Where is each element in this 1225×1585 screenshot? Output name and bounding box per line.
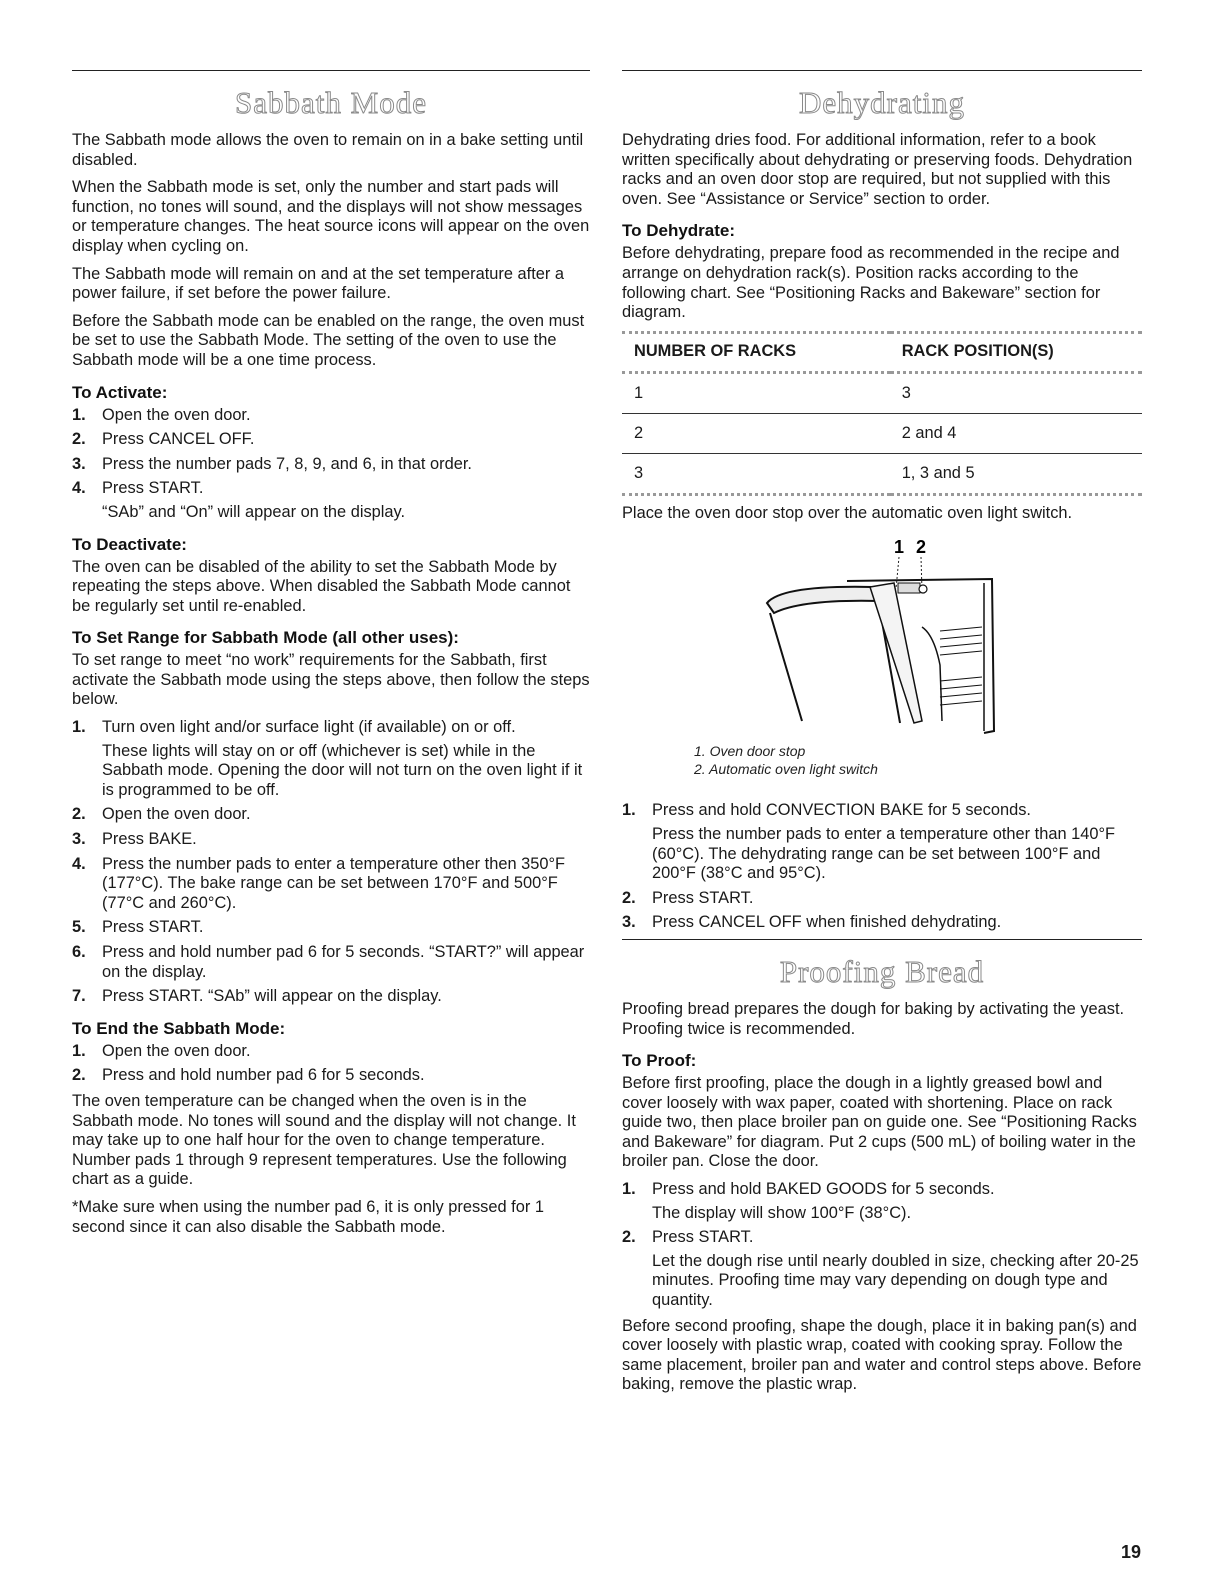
table-cell: 1 — [622, 372, 890, 413]
list-item: 3. Press BAKE. — [72, 830, 197, 849]
dehydrating-intro: Dehydrating dries food. For additional information, refer to a book written specifically about dehydrating or preserving foods. Dehydration racks and an oven door stop are required, but not supplied with this oven. See “Assistance or Service” section to order. — [622, 131, 1133, 208]
activate-steps — [72, 406, 590, 523]
callout-1: 1 — [894, 537, 905, 558]
end-heading: To End the Sabbath Mode: — [72, 1018, 286, 1038]
table-row — [622, 413, 1142, 453]
set-range-heading: To Set Range for Sabbath Mode (all other uses): — [72, 628, 459, 648]
list-item: 1. Press and hold CONVECTION BAKE for 5 seconds. Press the number pads to enter a temperature other than 140°F (60°C). The dehydrating range can be set between 100°F and 200°F (38°C and 95°C). — [622, 801, 1116, 883]
end-steps — [72, 1042, 590, 1086]
list-item: 4. Press the number pads to enter a temperature other then 350°F (177°C). The bake range can be set between 170°F and 500°F (77°C and 260°C). — [72, 854, 566, 912]
list-item: 5. Press START. — [72, 918, 204, 937]
table-row — [622, 453, 1142, 494]
table-header-positions: RACK POSITION(S) — [890, 332, 1142, 372]
proof-before: Before first proofing, place the dough in a lightly greased bowl and cover loosely with wax paper, coated with shortening. Place on rack guide two, then place broiler pan on guide one. See “Positioning Racks and Bakeware” for diagram. Put 2 cups (500 mL) of boiling water in the broiler pan. Close the door. — [622, 1074, 1137, 1171]
list-item: 1. Open the oven door. — [72, 1041, 251, 1060]
dehydrating-title: Dehydrating — [799, 85, 965, 120]
sabbath-intro-2: When the Sabbath mode is set, only the number and start pads will function, no tones will sound, and the displays will not show messages or temperature changes. The heat source icons will appear on the oven display when cycling on. — [72, 178, 590, 255]
right-column — [622, 70, 1142, 1403]
set-range-text: To set range to meet “no work” requirements for the Sabbath, first activate the Sabbath mode using the steps above, then follow the steps below. — [72, 651, 590, 709]
place-text: Place the oven door stop over the automatic oven light switch. — [622, 503, 1073, 522]
proof-heading: To Proof: — [622, 1051, 697, 1071]
list-item: 7. Press START. “SAb” will appear on the display. — [72, 987, 442, 1006]
deactivate-text: The oven can be disabled of the ability to set the Sabbath Mode by repeating the steps above. When disabled the Sabbath Mode cannot be regularly set until re-enabled. — [72, 557, 571, 615]
table-cell: 2 — [622, 413, 890, 453]
end-note: *Make sure when using the number pad 6, it is only pressed for 1 second since it can also disable the Sabbath mode. — [72, 1197, 544, 1236]
sabbath-intro-4: Before the Sabbath mode can be enabled on the range, the oven must be set to use the Sabbath Mode. The setting of the oven to use the Sabbath mode will be a one time process. — [72, 311, 585, 369]
section-rule — [72, 70, 590, 71]
end-text: The oven temperature can be changed when the oven is in the Sabbath mode. No tones will sound and the display will not change. It may take up to one half hour for the oven to change temperature. Number pads 1 through 9 represent temperatures. Use the following chart as a guide. — [72, 1091, 576, 1189]
page-number: 19 — [1120, 1542, 1141, 1562]
callout-2: 2 — [916, 537, 927, 558]
proofing-intro: Proofing bread prepares the dough for baking by activating the yeast. Proofing twice is recommended. — [622, 999, 1125, 1038]
table-cell: 3 — [622, 453, 890, 494]
section-rule — [622, 70, 1142, 71]
sabbath-title: Sabbath Mode — [235, 85, 427, 120]
list-item: 2. Press and hold number pad 6 for 5 seconds. — [72, 1066, 425, 1085]
list-item: 4. Press START. “SAb” and “On” will appear on the display. — [72, 479, 406, 521]
proofing-title: Proofing Bread — [779, 953, 985, 989]
list-item: 2. Press CANCEL OFF. — [72, 430, 255, 449]
figure-caption-2: 2. Automatic oven light switch — [694, 761, 878, 778]
set-range-steps — [72, 718, 590, 1007]
list-item: 3. Press the number pads 7, 8, 9, and 6, in that order. — [72, 454, 472, 473]
section-rule — [622, 939, 1142, 940]
dehydrate-before: Before dehydrating, prepare food as recommended in the recipe and arrange on dehydration rack(s). Position racks according to the following chart. See “Positioning Racks and Bakeware” section for diagram. — [622, 244, 1120, 322]
left-column — [72, 70, 590, 1245]
table-cell: 2 and 4 — [890, 413, 1142, 453]
sabbath-intro-1: The Sabbath mode allows the oven to remain on in a bake setting until disabled. — [72, 131, 584, 169]
list-item: 2. Open the oven door. — [72, 805, 251, 824]
list-item: 6. Press and hold number pad 6 for 5 seconds. “START?” will appear on the display. — [72, 943, 585, 981]
dehydrate-steps — [622, 801, 1142, 933]
figure-caption-1: 1. Oven door stop — [694, 743, 806, 760]
oven-door-figure — [622, 531, 1142, 793]
list-item: 2. Press START. — [622, 888, 754, 907]
rack-position-table — [622, 331, 1142, 496]
table-row — [622, 372, 1142, 413]
list-item: 1. Turn oven light and/or surface light (if available) on or off. These lights will stay on or off (whichever is set) while in the Sabbath mode. Opening the door will not turn on the oven light if it is programmed to be off. — [72, 718, 583, 799]
list-item: 2. Press START. Let the dough rise until nearly doubled in size, checking after 20-25 minutes. Proofing time may vary depending on dough type and quantity. — [622, 1228, 1139, 1310]
deactivate-heading: To Deactivate: — [72, 534, 187, 554]
activate-heading: To Activate: — [72, 382, 168, 402]
dehydrate-heading: To Dehydrate: — [622, 221, 736, 241]
proof-second: Before second proofing, shape the dough, place it in baking pan(s) and cover loosely with plastic wrap, coated with cooking spray. Follow the same placement, broiler pan and water and control steps above. Before baking, remove the plastic wrap. — [622, 1316, 1142, 1394]
table-cell: 3 — [890, 372, 1142, 413]
list-item: 3. Press CANCEL OFF when finished dehydrating. — [622, 913, 1002, 932]
table-header-racks: NUMBER OF RACKS — [622, 332, 890, 372]
list-item: 1. Open the oven door. — [72, 405, 251, 424]
table-cell: 1, 3 and 5 — [890, 453, 1142, 494]
sabbath-intro-3: The Sabbath mode will remain on and at the set temperature after a power failure, if set before the power failure. — [72, 264, 564, 303]
list-item: 1. Press and hold BAKED GOODS for 5 seconds. The display will show 100°F (38°C). — [622, 1180, 995, 1222]
proof-steps — [622, 1180, 1142, 1311]
